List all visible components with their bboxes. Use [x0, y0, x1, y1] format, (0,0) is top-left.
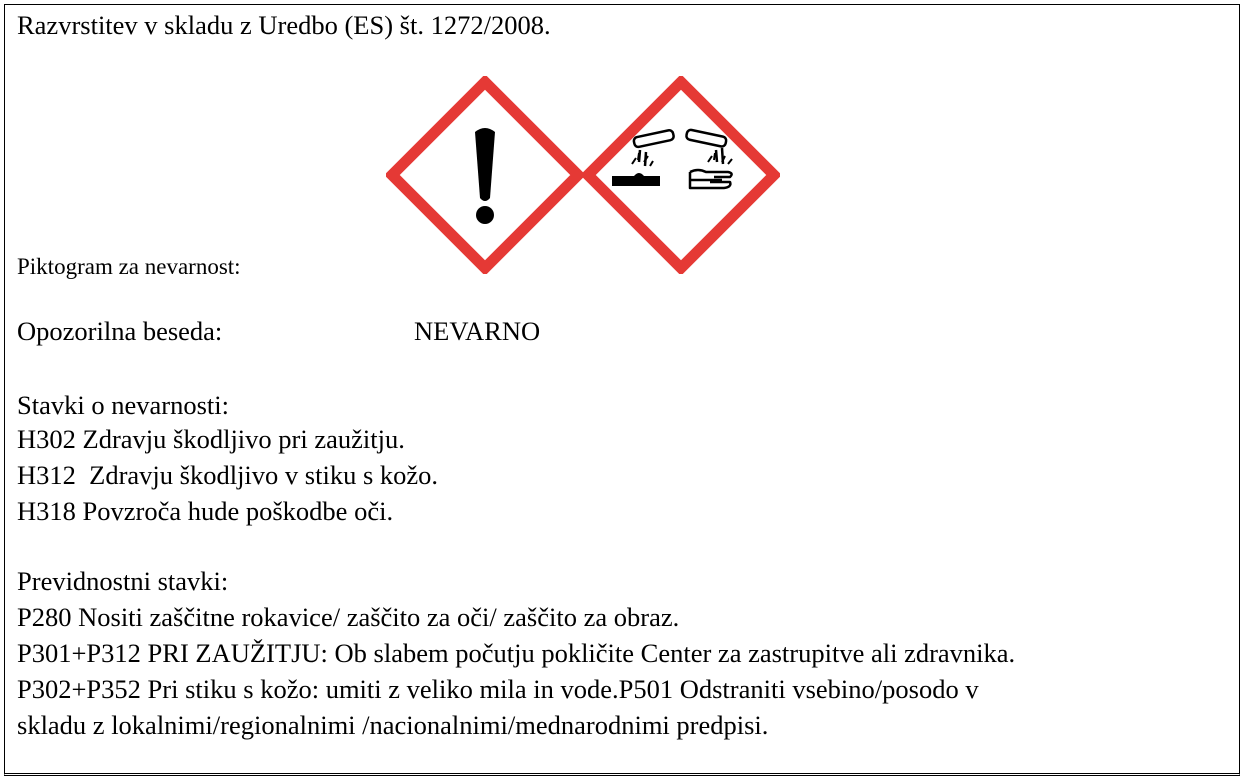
signal-word-value: NEVARNO: [414, 316, 541, 346]
precautionary-statement: P280 Nositi zaščitne rokavice/ zaščito za oči/ zaščito za obraz.: [17, 602, 680, 632]
corrosion-icon: [582, 76, 780, 274]
precautionary-statements-heading: Previdnostni stavki:: [17, 566, 229, 596]
precautionary-statement: P302+P352 Pri stiku s kožo: umiti z veliko mila in vode.P501 Odstraniti vsebino/posodo v: [17, 674, 979, 704]
signal-word-label: Opozorilna beseda:: [17, 316, 223, 346]
hazard-statement: H312 Zdravju škodljivo v stiku s kožo.: [17, 460, 439, 490]
classification-heading: Razvrstitev v skladu z Uredbo (ES) št. 1272/2008.: [17, 10, 551, 40]
hazard-statements-heading: Stavki o nevarnosti:: [17, 390, 229, 420]
hazard-statement: H318 Povzroča hude poškodbe oči.: [17, 496, 394, 526]
pictogram-label: Piktogram za nevarnost:: [17, 254, 241, 279]
hazard-pictograms: [386, 76, 780, 274]
precautionary-statement: P301+P312 PRI ZAUŽITJU: Ob slabem počutju pokličite Center za zastrupitve ali zdravnika.: [17, 638, 1016, 668]
hazard-statement: H302 Zdravju škodljivo pri zaužitju.: [17, 424, 405, 454]
precautionary-statement: skladu z lokalnimi/regionalnimi /nacionalnimi/mednarodnimi predpisi.: [17, 710, 769, 740]
exclamation-mark-icon: [386, 76, 584, 274]
